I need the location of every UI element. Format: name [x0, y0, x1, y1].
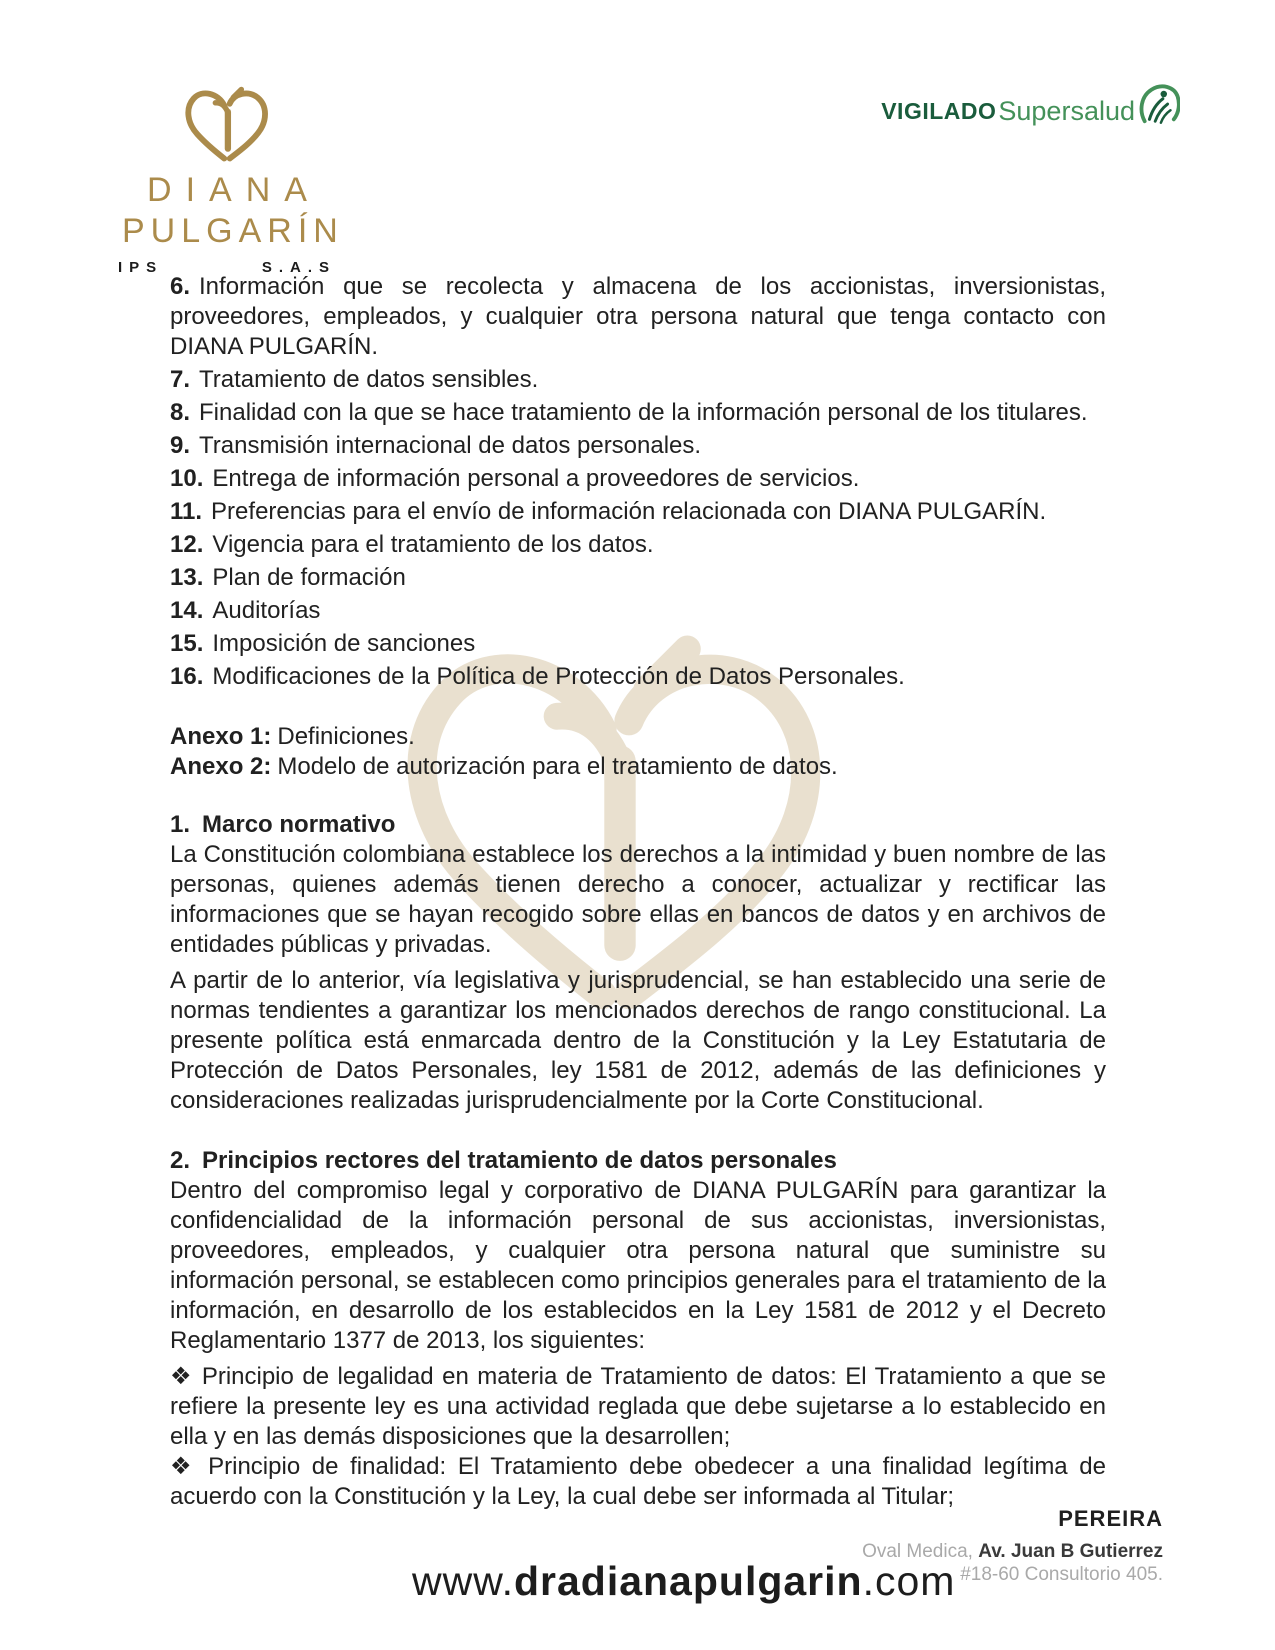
office-city: PEREIRA [1058, 1506, 1163, 1531]
section-number: 1. [170, 811, 191, 838]
principle-bullet: ❖ Principio de finalidad: El Tratamiento debe obedecer a una finalidad legítima de acuerdo con la Constitución y la Ley, la cual debe ser informada al Titular; [170, 1453, 1106, 1510]
section-marco-normativo [170, 810, 1106, 1116]
list-item-16 [170, 662, 1106, 692]
website-prefix: www. [412, 1558, 514, 1604]
list-text: Tratamiento de datos sensibles. [199, 366, 539, 393]
list-number: 8. [170, 399, 191, 426]
list-item-7 [170, 365, 1106, 395]
list-text: Preferencias para el envío de información relacionada con DIANA PULGARÍN. [211, 498, 1047, 525]
section-heading [170, 1146, 1106, 1176]
list-number: 14. [170, 597, 204, 624]
vigilado-label: VIGILADO [881, 97, 997, 124]
brand-logo [116, 84, 344, 276]
list-text: Entrega de información personal a proveedores de servicios. [212, 465, 860, 492]
brand-name-line1: DIANA [147, 171, 321, 209]
list-number: 15. [170, 630, 204, 657]
section-title: Marco normativo [202, 811, 396, 838]
list-item-15 [170, 629, 1106, 659]
supersalud-badge [881, 92, 1180, 130]
list-text: Información que se recolecta y almacena de los accionistas, inversionistas, proveedores, empleados, y cualquier otra persona natural que tenga contacto con DIANA PULGARÍN. [170, 273, 1106, 360]
list-text: Auditorías [212, 597, 321, 624]
supersalud-icon [1138, 80, 1180, 130]
section-number: 2. [170, 1147, 191, 1174]
list-text: Plan de formación [212, 564, 406, 591]
anexo-label: Anexo 2: [170, 753, 272, 780]
paragraph: La Constitución colombiana establece los derechos a la intimidad y buen nombre de las personas, quienes además tienen derecho a conocer, actualizar y rectificar las informaciones que se hayan recogido sobre ellas en bancos de datos y en archivos de entidades públicas y privadas. [170, 841, 1106, 958]
list-item-13 [170, 563, 1106, 593]
section-title: Principios rectores del tratamiento de datos personales [202, 1147, 837, 1174]
list-text: Modificaciones de la Política de Protección de Datos Personales. [212, 663, 905, 690]
list-number: 13. [170, 564, 204, 591]
list-number: 16. [170, 663, 204, 690]
brand-name-line2: PULGARÍN [122, 212, 344, 250]
paragraph: Dentro del compromiso legal y corporativo de DIANA PULGARÍN para garantizar la confidencialidad de la información personal de sus accionistas, inversionistas, proveedores, empleados, y cualquier otra persona natural que suministre su información personal, se establecen como principios generales para el tratamiento de la información, en desarrollo de los establecidos en la Ley 1581 de 2012 y el Decreto Reglamentario 1377 de 2013, los siguientes: [170, 1177, 1106, 1354]
anexos-block [170, 722, 1106, 782]
list-item-8 [170, 398, 1106, 428]
list-number: 11. [170, 498, 203, 525]
paragraph: A partir de lo anterior, vía legislativa y jurisprudencial, se han establecido una serie de normas tendientes a garantizar los mencionados derechos de rango constitucional. La presente política está enmarcada dentro de la Constitución y la Ley Estatutaria de Protección de Datos Personales, ley 1581 de 2012, además de las definiciones y consideraciones realizadas jurisprudencialmente por la Corte Constitucional. [170, 967, 1106, 1114]
list-text: Imposición de sanciones [212, 630, 476, 657]
list-item-11 [170, 497, 1106, 527]
anexo-2-line [170, 752, 1106, 782]
anexo-1-line [170, 722, 1106, 752]
website-domain: dradianapulgarin [513, 1558, 863, 1604]
section-heading [170, 810, 1106, 840]
section-principios-rectores [170, 1146, 1106, 1512]
website-tld: .com [862, 1558, 956, 1604]
office-address-line2: #18-60 Consultorio 405. [960, 1564, 1163, 1585]
list-number: 7. [170, 366, 191, 393]
list-number: 9. [170, 432, 191, 459]
list-text: Finalidad con la que se hace tratamiento de la información personal de los titulares. [199, 399, 1088, 426]
brand-subtitle-ips: IPS [118, 259, 164, 276]
list-item-12 [170, 530, 1106, 560]
list-number: 10. [170, 465, 204, 492]
document-body [170, 272, 1106, 1512]
list-text: Transmisión internacional de datos personales. [199, 432, 702, 459]
anexo-text: Modelo de autorización para el tratamiento de datos. [277, 753, 838, 780]
anexo-text: Definiciones. [277, 723, 415, 750]
list-text: Vigencia para el tratamiento de los datos. [212, 531, 654, 558]
list-number: 12. [170, 531, 204, 558]
list-item-6 [170, 272, 1106, 362]
brand-subtitle [116, 259, 338, 276]
brand-subtitle-sas: S.A.S [261, 259, 336, 276]
list-number: 6. [170, 273, 191, 300]
list-item-10 [170, 464, 1106, 494]
principle-bullet: ❖ Principio de legalidad en materia de Tratamiento de datos: El Tratamiento a que se refiere la presente ley es una actividad reglada que debe sujetarse a lo establecido en ella y en las demás disposiciones que la desarrollen; [170, 1363, 1106, 1450]
anexo-label: Anexo 1: [170, 723, 272, 750]
list-item-9 [170, 431, 1106, 461]
address-avenue: Av. Juan B Gutierrez [978, 1541, 1163, 1562]
address-building: Oval Medica, [862, 1541, 973, 1562]
supersalud-label: Supersalud [998, 95, 1135, 126]
list-item-14 [170, 596, 1106, 626]
website-url [412, 1558, 955, 1605]
heart-logo-icon [182, 84, 272, 163]
